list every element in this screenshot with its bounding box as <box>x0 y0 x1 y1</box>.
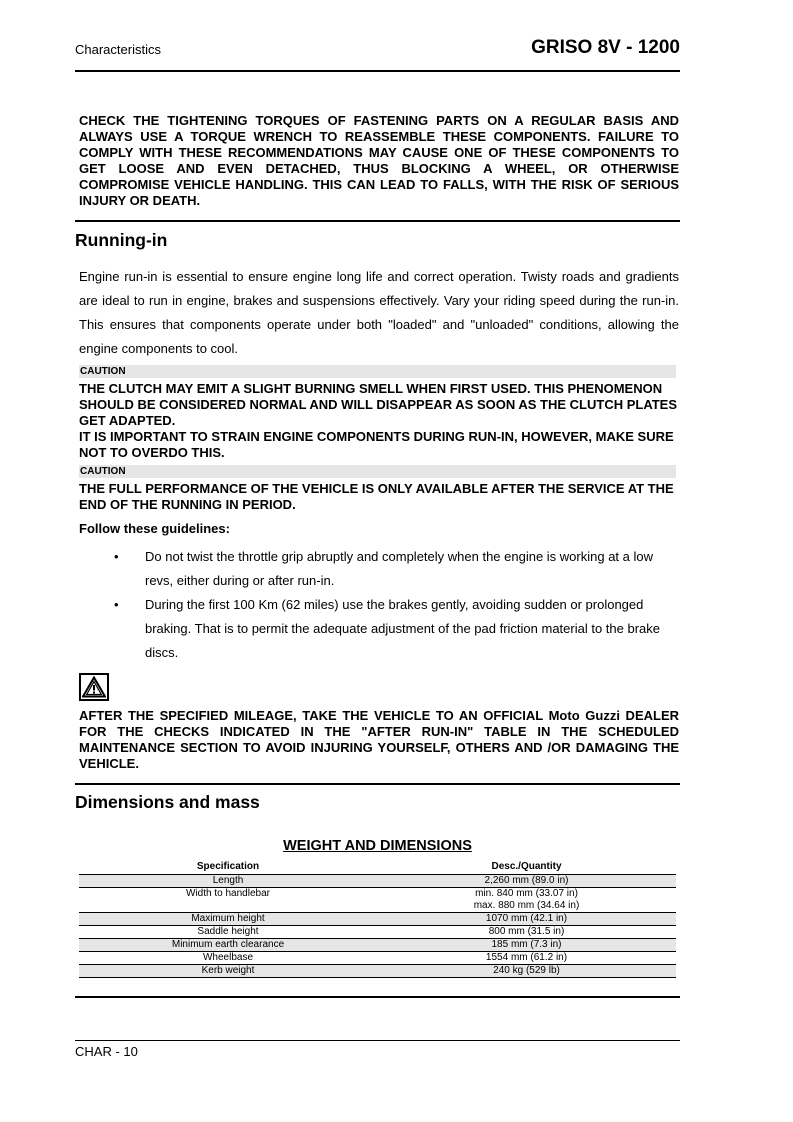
spec-cell: Length <box>79 875 377 888</box>
guidelines-list <box>79 545 679 665</box>
table-row <box>79 965 676 978</box>
footer-divider <box>75 1040 680 1041</box>
caution-clutch-text: THE CLUTCH MAY EMIT A SLIGHT BURNING SMELL WHEN FIRST USED. THIS PHENOMENON SHOULD BE CONSIDERED NORMAL AND WILL DISAPPEAR AS SOON AS THE CLUTCH PLATES GET ADAPTED. <box>79 381 678 428</box>
spec-cell: Width to handlebar <box>79 888 377 913</box>
page-number: CHAR - 10 <box>75 1044 138 1059</box>
guideline-text: During the first 100 Km (62 miles) use the brakes gently, avoiding sudden or prolonged braking. That is to permit the adequate adjustment of the pad friction material to the brake discs. <box>145 597 660 660</box>
value-cell: 1554 mm (61.2 in) <box>377 952 676 965</box>
section-divider <box>75 220 680 222</box>
column-header: Desc./Quantity <box>491 861 562 872</box>
running-in-intro: Engine run-in is essential to ensure engine long life and correct operation. Twisty roads and gradients are ideal to run in engine, brakes and suspensions effectively. Vary your riding speed during the run-in. This ensures that components operate under both "loaded" and "unloaded" conditions, allowing the engine components to cool. <box>79 269 679 356</box>
caution-label: CAUTION <box>79 365 676 378</box>
table-row <box>79 913 676 926</box>
table-title: WEIGHT AND DIMENSIONS <box>283 838 472 854</box>
caution-strain-text: IT IS IMPORTANT TO STRAIN ENGINE COMPONENTS DURING RUN-IN, HOWEVER, MAKE SURE NOT TO OVERDO THIS. <box>79 429 674 460</box>
spec-cell: Maximum height <box>79 913 377 926</box>
bullet-icon: • <box>114 597 119 612</box>
torque-warning <box>79 113 679 209</box>
table-row <box>79 926 676 939</box>
spec-cell: Saddle height <box>79 926 377 939</box>
value-cell: 2,260 mm (89.0 in) <box>377 875 676 888</box>
section-divider <box>75 783 680 785</box>
header-section-name: Characteristics <box>75 42 161 57</box>
guidelines-heading: Follow these guidelines: <box>79 521 230 536</box>
table-row <box>79 939 676 952</box>
weight-dimensions-table <box>79 860 676 978</box>
value-line: max. 880 mm (34.64 in) <box>473 900 580 911</box>
value-cell: 800 mm (31.5 in) <box>377 926 676 939</box>
after-run-in-warning-text: AFTER THE SPECIFIED MILEAGE, TAKE THE VEHICLE TO AN OFFICIAL Moto Guzzi DEALER FOR THE CHECKS INDICATED IN THE "AFTER RUN-IN" TABLE IN THE SCHEDULED MAINTENANCE SECTION TO AVOID INJURING YOURSELF, OTHERS AND /OR DAMAGING THE VEHICLE. <box>79 708 679 771</box>
caution-performance <box>79 481 679 513</box>
table-row <box>79 952 676 965</box>
table-row <box>79 888 676 913</box>
table-row <box>79 875 676 888</box>
spec-cell: Kerb weight <box>79 965 377 978</box>
bullet-icon: • <box>114 549 119 564</box>
torque-warning-text: CHECK THE TIGHTENING TORQUES OF FASTENING PARTS ON A REGULAR BASIS AND ALWAYS USE A TORQUE WRENCH TO REASSEMBLE THESE COMPONENTS. FAILURE TO COMPLY WITH THESE RECOMMENDATIONS MAY CAUSE ONE OF THESE COMPONENTS TO GET LOOSE AND EVEN DETACHED, THUS BLOCKING A WHEEL, OR OTHERWISE COMPROMISE VEHICLE HANDLING. THIS CAN LEAD TO FALLS, WITH THE RISK OF SERIOUS INJURY OR DEATH. <box>79 113 679 208</box>
caution-label: CAUTION <box>79 465 676 478</box>
list-item <box>79 545 679 593</box>
value-line: min. 840 mm (33.07 in) <box>475 888 578 899</box>
spec-cell: Minimum earth clearance <box>79 939 377 952</box>
value-cell: 1070 mm (42.1 in) <box>377 913 676 926</box>
running-in-title: Running-in <box>75 230 168 250</box>
guideline-text: Do not twist the throttle grip abruptly and completely when the engine is working at a low revs, either during or after run-in. <box>145 549 653 588</box>
column-header: Specification <box>196 861 260 872</box>
spec-cell: Wheelbase <box>79 952 377 965</box>
value-cell: 185 mm (7.3 in) <box>377 939 676 952</box>
dimensions-title: Dimensions and mass <box>75 792 260 812</box>
caution-performance-text: THE FULL PERFORMANCE OF THE VEHICLE IS ONLY AVAILABLE AFTER THE SERVICE AT THE END OF THE RUNNING IN PERIOD. <box>79 481 674 512</box>
section-divider <box>75 996 680 998</box>
caution-clutch <box>79 381 679 461</box>
header-divider <box>75 70 680 72</box>
warning-triangle-icon <box>79 673 109 701</box>
value-cell: 240 kg (529 lb) <box>377 965 676 978</box>
header-model-title: GRISO 8V - 1200 <box>531 37 680 58</box>
after-run-in-warning <box>79 708 679 772</box>
list-item <box>79 593 679 665</box>
value-cell <box>377 888 676 913</box>
table-header-row <box>79 860 676 875</box>
